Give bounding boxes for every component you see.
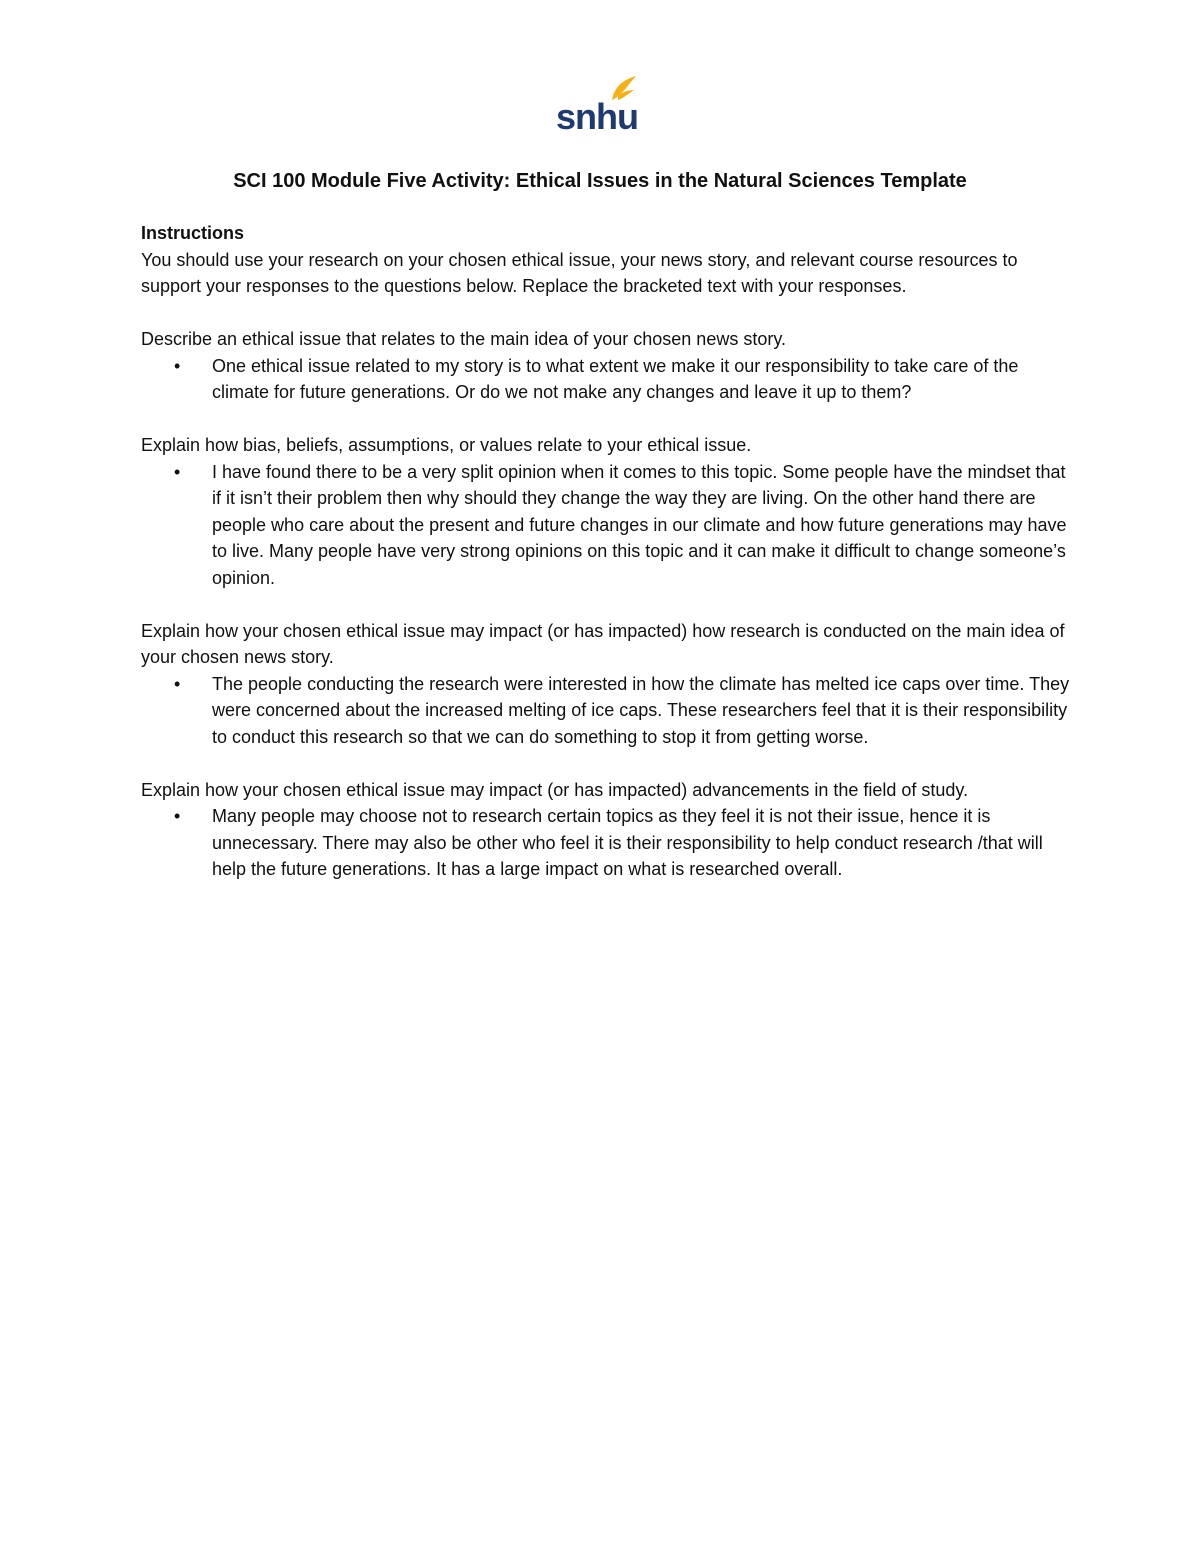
instructions-body: You should use your research on your chosen ethical issue, your news story, and relevant course resources to support your responses to the questions below. Replace the bracketed text with your responses. <box>141 249 1018 296</box>
bullet-icon: • <box>174 806 181 826</box>
answer-item <box>141 671 1071 751</box>
answer-item <box>141 459 1071 592</box>
answer-text: I have found there to be a very split opinion when it comes to this topic. Some people have the mindset that if it isn’t their problem then why should they change the way they are living. On the other hand there are people who care about the present and future changes in our climate and how future generations may have to live. Many people have very strong opinions on this topic and it can make it difficult to change someone’s opinion. <box>212 461 1067 588</box>
answer-item <box>141 353 1071 406</box>
answer-list <box>141 353 1071 406</box>
question-text: Describe an ethical issue that relates to the main idea of your chosen news story. <box>141 329 787 349</box>
bullet-icon: • <box>174 673 181 694</box>
answer-list <box>141 671 1071 751</box>
section-advancements-impact <box>141 777 1071 883</box>
snhu-leaf-logo-icon <box>556 74 640 134</box>
logo-wordmark: snhu <box>556 96 638 134</box>
question-text: Explain how your chosen ethical issue may impact (or has impacted) how research is conducted on the main idea of your chosen news story. <box>141 620 1065 667</box>
answer-text: Many people may choose not to research certain topics as they feel it is not their issue, hence it is unnecessary. There may also be other who feel it is their responsibility to help conduct research /that will help the future generations. It has a large impact on what is researched overall. <box>212 806 1043 879</box>
answer-list <box>141 459 1071 592</box>
question-text: Explain how your chosen ethical issue may impact (or has impacted) advancements in the field of study. <box>141 779 969 800</box>
answer-item <box>141 803 1071 883</box>
section-ethical-issue <box>141 326 1071 406</box>
document-body <box>141 220 1071 883</box>
answer-text: One ethical issue related to my story is to what extent we make it our responsibility to take care of the climate for future generations. Or do we not make any changes and leave it up to them? <box>212 355 1019 402</box>
answer-list <box>141 803 1071 883</box>
section-research-impact <box>141 618 1071 751</box>
snhu-logo <box>556 74 640 134</box>
instructions-heading: Instructions <box>141 223 245 243</box>
bullet-icon: • <box>174 355 181 376</box>
bullet-icon: • <box>174 461 181 482</box>
answer-text: The people conducting the research were interested in how the climate has melted ice caps over time. They were concerned about the increased melting of ice caps. These researchers feel that it is their responsibility to conduct this research so that we can do something to stop it from getting worse. <box>212 673 1070 747</box>
question-text: Explain how bias, beliefs, assumptions, or values relate to your ethical issue. <box>141 435 752 455</box>
document-title: SCI 100 Module Five Activity: Ethical Issues in the Natural Sciences Template <box>233 170 967 192</box>
section-bias-beliefs <box>141 432 1071 591</box>
